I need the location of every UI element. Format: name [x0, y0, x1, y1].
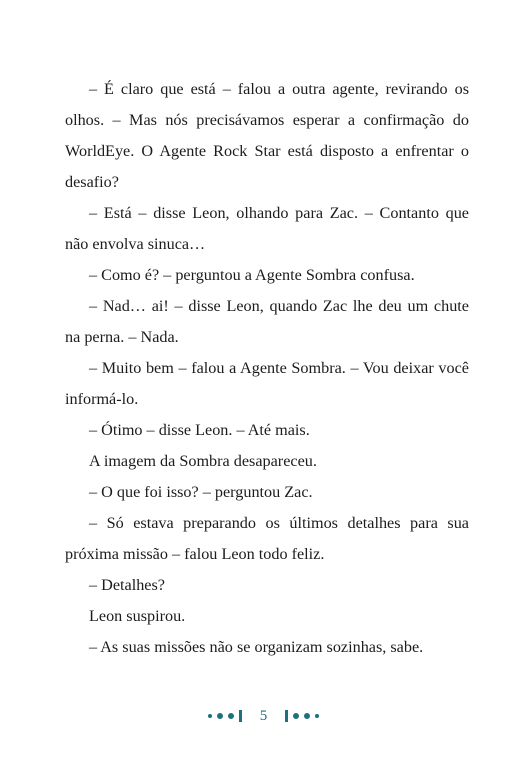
paragraph: – Só estava preparando os últimos detalhes para sua próxima missão – falou Leon todo feliz. [65, 514, 469, 563]
ornament-dot-icon [208, 714, 212, 718]
ornament-dot-icon [315, 714, 319, 718]
paragraph: – Nad… ai! – disse Leon, quando Zac lhe deu um chute na perna. – Nada. [65, 297, 469, 346]
ornament-dot-icon [304, 713, 310, 719]
paragraph: Leon suspirou. [89, 607, 186, 625]
ornament-bar-icon [285, 710, 288, 722]
paragraph: – Detalhes? [89, 576, 165, 594]
paragraph: – É claro que está – falou a outra agente, revirando os olhos. – Mas nós precisávamos esperar a confirmação do WorldEye. O Agente Rock Star está disposto a enfrentar o desafio? [65, 80, 469, 191]
page-body [65, 74, 469, 663]
paragraph: – Está – disse Leon, olhando para Zac. – Contanto que não envolva sinuca… [65, 204, 469, 253]
ornament-bar-icon [239, 710, 242, 722]
paragraph: – Ótimo – disse Leon. – Até mais. [89, 421, 310, 439]
ornament-dot-icon [228, 713, 234, 719]
paragraph: – As suas missões não se organizam sozinhas, sabe. [89, 638, 424, 656]
ornament-dot-icon [217, 713, 223, 719]
footer-ornament-right [285, 710, 319, 722]
paragraph: – Como é? – perguntou a Agente Sombra confusa. [89, 266, 415, 284]
page-footer [0, 704, 527, 728]
paragraph: – Muito bem – falou a Agente Sombra. – Vou deixar você informá-lo. [65, 359, 469, 408]
ornament-dot-icon [293, 713, 299, 719]
paragraph: A imagem da Sombra desapareceu. [89, 452, 317, 470]
footer-ornament-left [208, 710, 242, 722]
paragraph: – O que foi isso? – perguntou Zac. [89, 483, 313, 501]
page-number: 5 [259, 707, 268, 724]
